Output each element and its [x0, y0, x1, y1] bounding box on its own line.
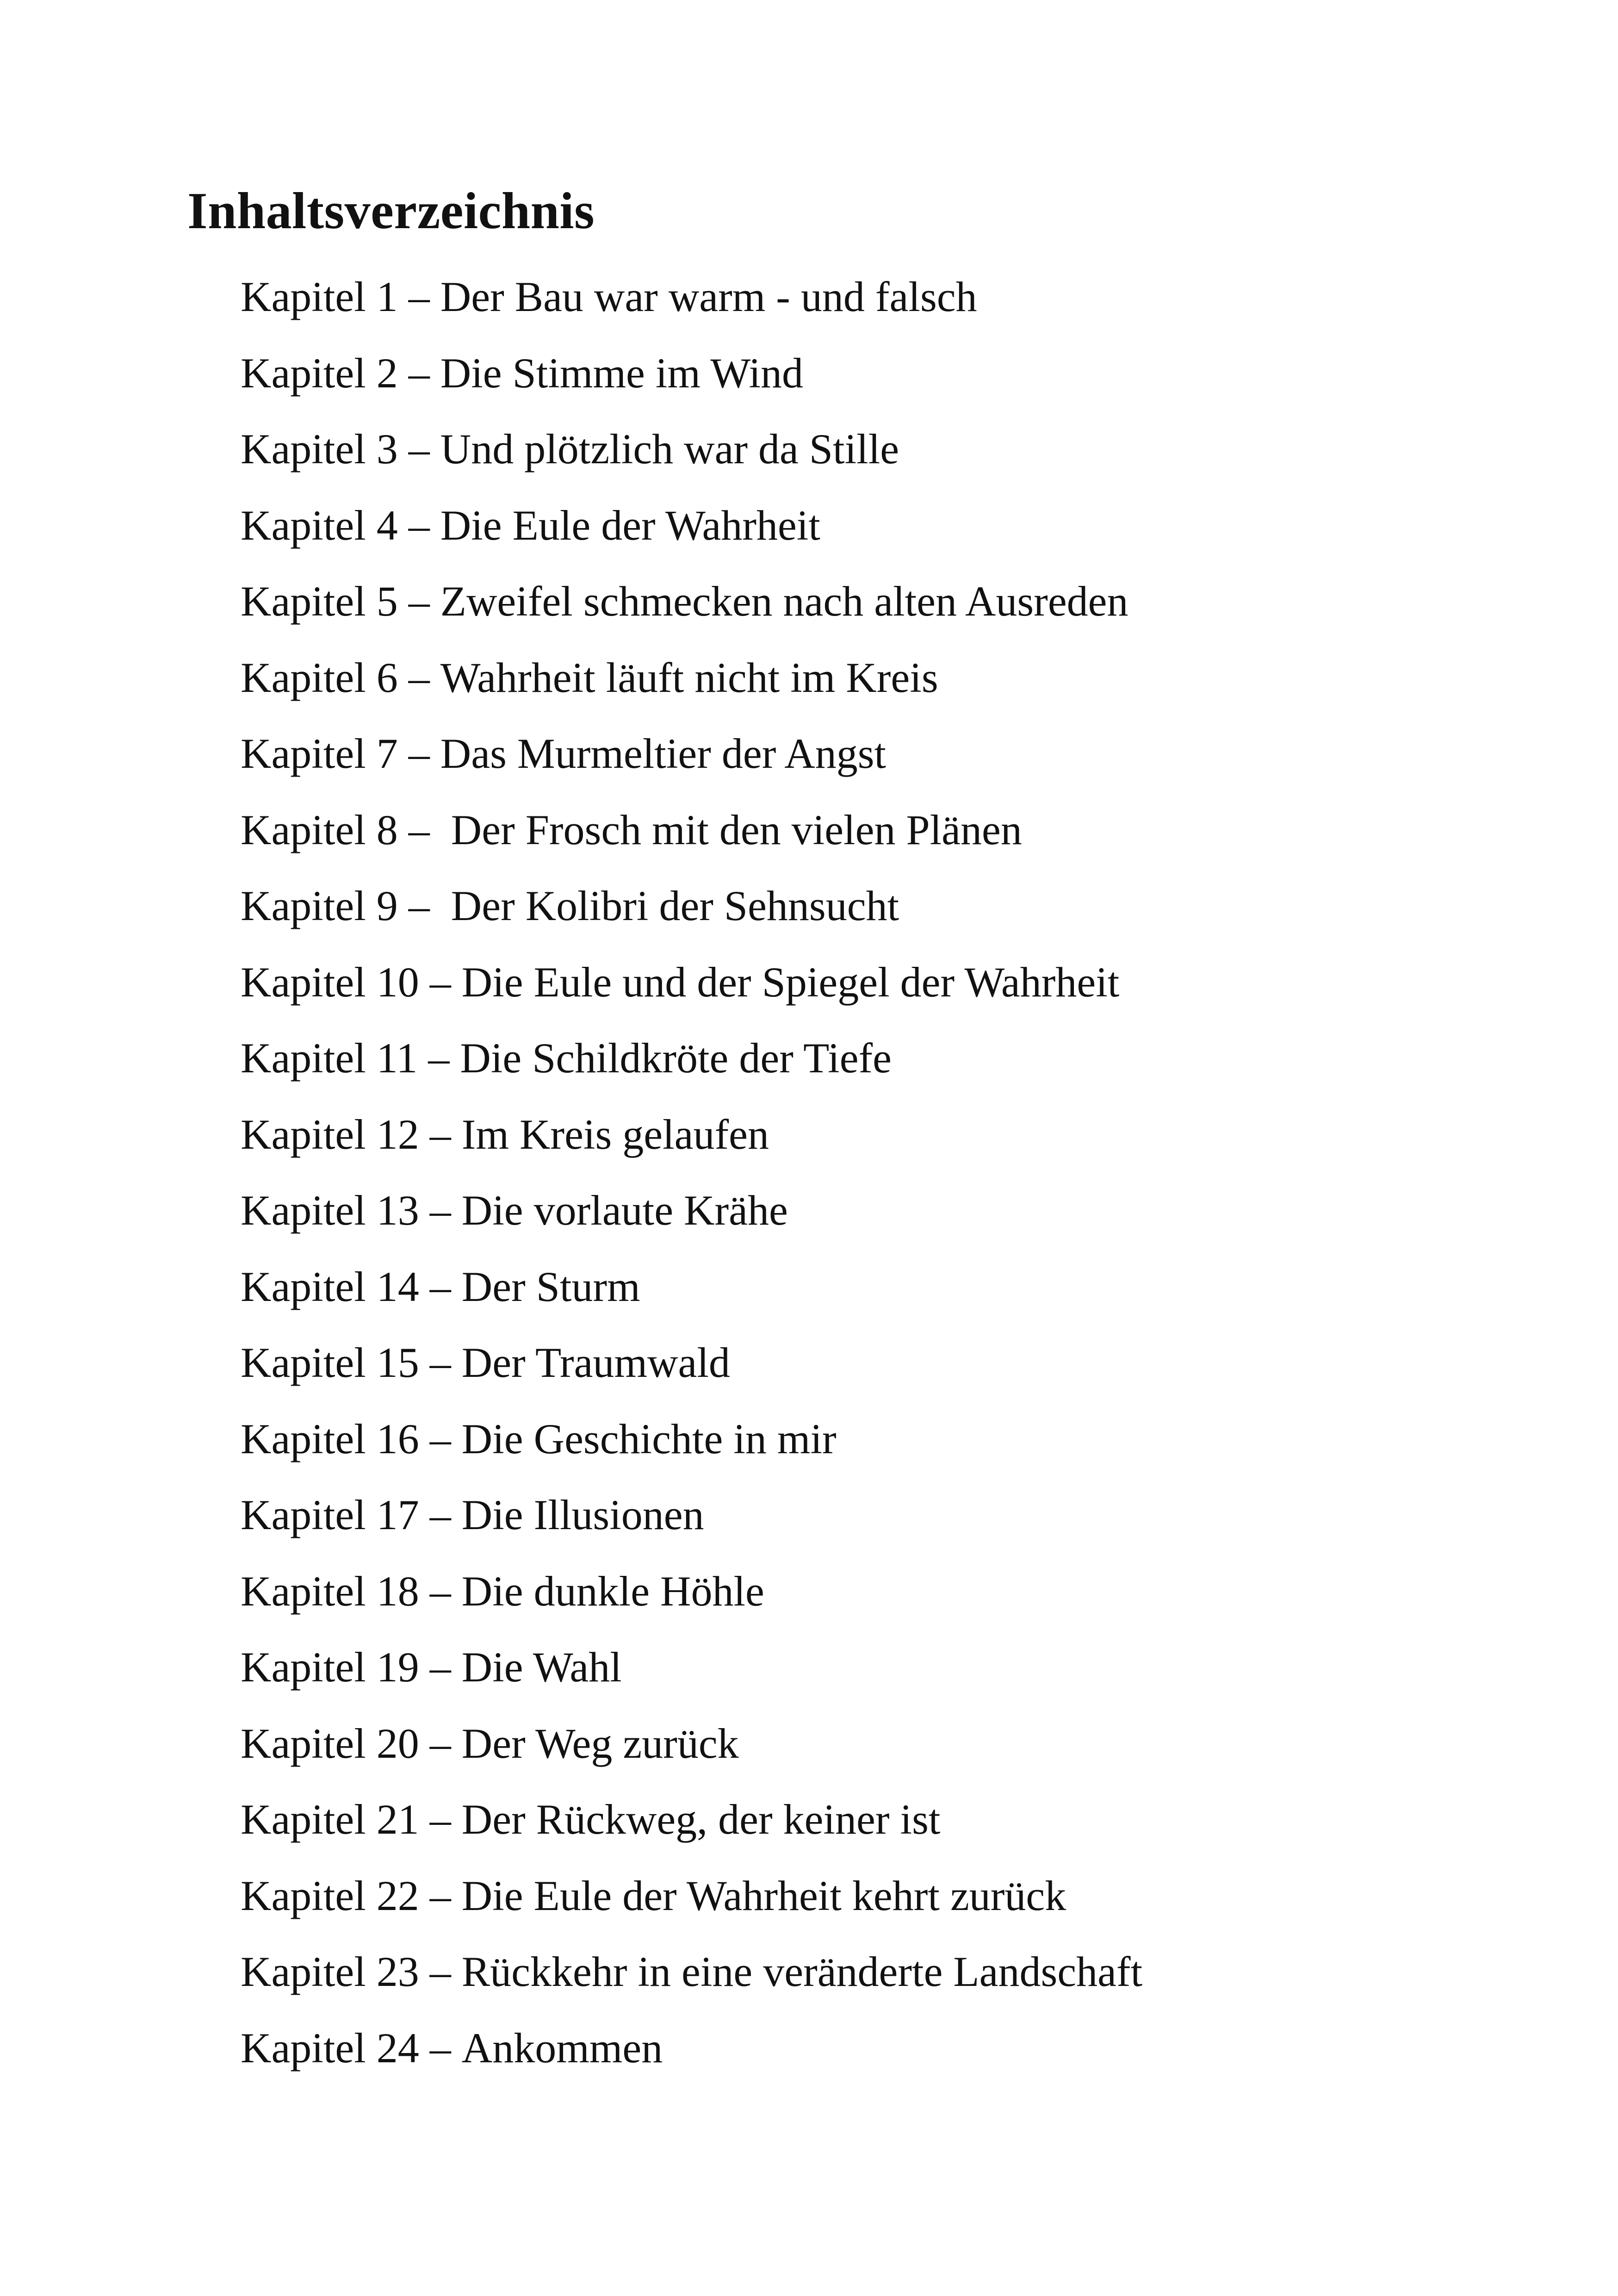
chapter-title: Ankommen [461, 2024, 663, 2072]
chapter-separator: – [419, 1263, 462, 1310]
chapter-separator: – [397, 425, 440, 473]
toc-entry [241, 1189, 1142, 1265]
toc-entry [241, 1798, 1142, 1874]
chapter-number: Kapitel 2 [241, 349, 398, 397]
toc-entry [241, 1567, 1142, 1646]
chapter-number: Kapitel 20 [241, 1719, 419, 1767]
toc-entry [241, 1265, 1142, 1342]
chapter-separator: – [397, 653, 440, 701]
chapter-separator: – [419, 958, 462, 1006]
chapter-number: Kapitel 21 [241, 1796, 419, 1843]
chapter-number: Kapitel 1 [241, 273, 398, 320]
chapter-separator: – [419, 1643, 462, 1691]
chapter-number: Kapitel 6 [241, 653, 398, 701]
chapter-number: Kapitel 22 [241, 1872, 419, 1919]
chapter-separator: – [419, 1948, 462, 1995]
toc-entry [241, 501, 1142, 580]
chapter-title: Die Eule der Wahrheit [440, 501, 820, 549]
chapter-title: Und plötzlich war da Stille [440, 425, 899, 473]
toc-entry [241, 2024, 1142, 2103]
chapter-separator: – [419, 1567, 462, 1615]
chapter-separator: – [397, 578, 440, 625]
toc-title: Inhaltsverzeichnis [187, 182, 595, 240]
chapter-title: Der Kolibri der Sehnsucht [451, 882, 899, 929]
chapter-title: Das Murmeltier der Angst [440, 730, 886, 777]
toc-entry [241, 1034, 1142, 1113]
chapter-title: Zweifel schmecken nach alten Ausreden [440, 578, 1128, 625]
chapter-title: Wahrheit läuft nicht im Kreis [440, 653, 938, 701]
toc-entry [241, 1415, 1142, 1494]
chapter-number: Kapitel 18 [241, 1567, 419, 1615]
chapter-title: Die Eule und der Spiegel der Wahrheit [461, 958, 1120, 1006]
chapter-title: Der Bau war warm - und falsch [440, 273, 977, 320]
chapter-separator: – [419, 1872, 462, 1919]
chapter-number: Kapitel 14 [241, 1263, 419, 1310]
chapter-title: Der Rückweg, der keiner ist [461, 1796, 941, 1843]
chapter-separator: – [419, 1187, 462, 1234]
toc-entry [241, 1874, 1142, 1951]
chapter-number: Kapitel 24 [241, 2024, 419, 2072]
chapter-separator: – [397, 806, 451, 853]
toc-entry [241, 732, 1142, 809]
chapter-title: Der Traumwald [461, 1339, 730, 1386]
toc-list [241, 275, 1142, 2103]
chapter-title: Die Geschichte in mir [461, 1415, 837, 1462]
chapter-title: Der Frosch mit den vielen Plänen [451, 806, 1022, 853]
chapter-title: Der Sturm [461, 1263, 640, 1310]
chapter-number: Kapitel 10 [241, 958, 419, 1006]
chapter-number: Kapitel 8 [241, 806, 398, 853]
toc-entry [241, 653, 1142, 733]
toc-entry [241, 1493, 1142, 1570]
chapter-separator: – [419, 1491, 462, 1538]
chapter-title: Die Wahl [461, 1643, 622, 1691]
chapter-separator: – [419, 1415, 462, 1462]
chapter-title: Die Stimme im Wind [440, 349, 804, 397]
chapter-number: Kapitel 23 [241, 1948, 419, 1995]
chapter-number: Kapitel 5 [241, 578, 398, 625]
chapter-title: Im Kreis gelaufen [461, 1110, 769, 1158]
chapter-title: Die Schildkröte der Tiefe [460, 1034, 892, 1082]
chapter-separator: – [397, 349, 440, 397]
toc-entry [241, 884, 1142, 961]
chapter-separator: – [397, 882, 451, 929]
chapter-number: Kapitel 3 [241, 425, 398, 473]
chapter-title: Rückkehr in eine veränderte Landschaft [461, 1948, 1143, 1995]
toc-entry [241, 1950, 1142, 2027]
toc-entry [241, 1719, 1142, 1798]
toc-entry [241, 806, 1142, 885]
chapter-separator: – [397, 273, 440, 320]
chapter-separator: – [397, 501, 440, 549]
chapter-separator: – [419, 1339, 462, 1386]
toc-entry [241, 1643, 1142, 1722]
chapter-number: Kapitel 7 [241, 730, 398, 777]
chapter-number: Kapitel 15 [241, 1339, 419, 1386]
toc-entry [241, 1341, 1142, 1418]
chapter-number: Kapitel 19 [241, 1643, 419, 1691]
toc-entry [241, 425, 1142, 504]
chapter-title: Die dunkle Höhle [461, 1567, 764, 1615]
toc-entry [241, 349, 1142, 428]
chapter-number: Kapitel 12 [241, 1110, 419, 1158]
toc-entry [241, 275, 1142, 352]
chapter-separator: – [419, 1719, 462, 1767]
chapter-separator: – [419, 1110, 462, 1158]
chapter-separator: – [419, 1796, 462, 1843]
chapter-number: Kapitel 13 [241, 1187, 419, 1234]
chapter-number: Kapitel 16 [241, 1415, 419, 1462]
toc-entry [241, 958, 1142, 1037]
chapter-number: Kapitel 4 [241, 501, 398, 549]
toc-entry [241, 580, 1142, 656]
chapter-separator: – [417, 1034, 460, 1082]
toc-entry [241, 1110, 1142, 1189]
chapter-title: Die vorlaute Krähe [461, 1187, 788, 1234]
chapter-separator: – [397, 730, 440, 777]
chapter-number: Kapitel 17 [241, 1491, 419, 1538]
chapter-separator: – [419, 2024, 462, 2072]
chapter-title: Der Weg zurück [461, 1719, 739, 1767]
chapter-title: Die Illusionen [461, 1491, 704, 1538]
chapter-title: Die Eule der Wahrheit kehrt zurück [461, 1872, 1066, 1919]
chapter-number: Kapitel 11 [241, 1034, 418, 1082]
chapter-number: Kapitel 9 [241, 882, 398, 929]
